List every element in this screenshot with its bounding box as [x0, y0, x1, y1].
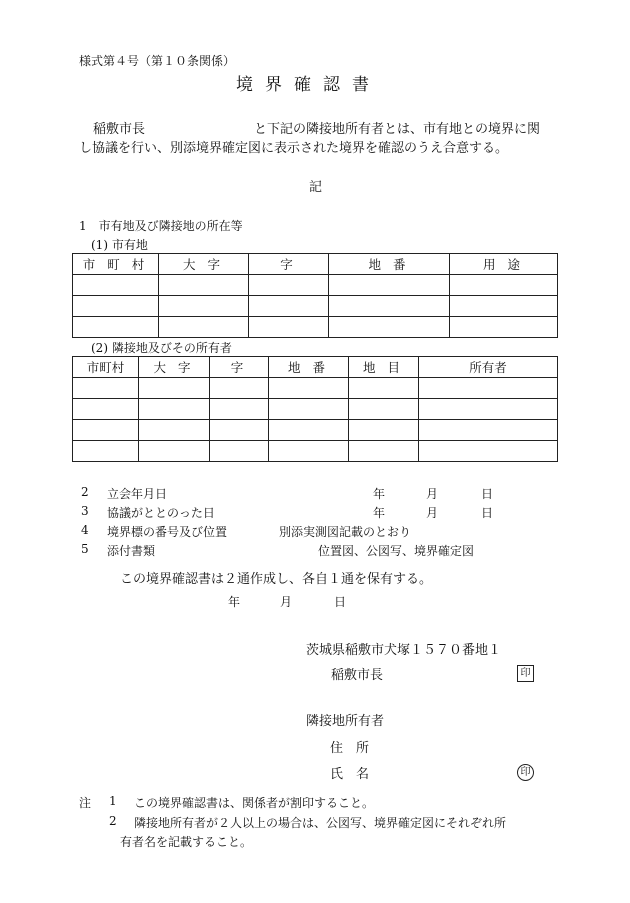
column-header: 所有者: [419, 357, 558, 378]
item3-month: 月: [426, 506, 439, 520]
date-day: 日: [334, 595, 347, 609]
table-cell[interactable]: [210, 378, 269, 399]
city-address: 茨城県稲敷市犬塚１５７０番地１: [306, 643, 502, 658]
item3-num: 3: [81, 504, 89, 518]
table-cell[interactable]: [450, 296, 558, 317]
table-cell[interactable]: [349, 378, 419, 399]
table-cell[interactable]: [73, 378, 139, 399]
table-cell[interactable]: [269, 378, 349, 399]
intro-line1-right: と下記の隣接地所有者とは、市有地との境界に関: [254, 122, 541, 137]
table-row: [73, 317, 558, 338]
table-cell[interactable]: [349, 399, 419, 420]
item5-value: 位置図、公図写、境界確定図: [318, 544, 475, 558]
column-header: 用 途: [450, 254, 558, 275]
column-header: 地 番: [329, 254, 450, 275]
table-header-row: [73, 254, 558, 275]
table-row: [73, 399, 558, 420]
table-cell[interactable]: [349, 441, 419, 462]
table-row: [73, 420, 558, 441]
section1-sub1-heading: (1) 市有地: [91, 238, 148, 252]
table-row: [73, 441, 558, 462]
neighbor-land-table: [72, 356, 558, 462]
item2-month: 月: [426, 487, 439, 501]
table-cell[interactable]: [73, 441, 139, 462]
table-cell[interactable]: [73, 275, 159, 296]
item2-num: 2: [81, 485, 89, 499]
table-cell[interactable]: [249, 296, 329, 317]
table-cell[interactable]: [159, 317, 249, 338]
date-month: 月: [280, 595, 293, 609]
table-cell[interactable]: [329, 317, 450, 338]
document-title: 境界確認書: [236, 75, 381, 95]
date-year: 年: [228, 595, 241, 609]
item2-day: 日: [481, 487, 494, 501]
table-cell[interactable]: [159, 296, 249, 317]
column-header: 市 町 村: [73, 254, 159, 275]
column-header: 字: [249, 254, 329, 275]
table-cell[interactable]: [419, 420, 558, 441]
table-cell[interactable]: [139, 399, 210, 420]
column-header: 市町村: [73, 357, 139, 378]
table-cell[interactable]: [249, 275, 329, 296]
table-cell[interactable]: [159, 275, 249, 296]
table-header-row: [73, 357, 558, 378]
table-cell[interactable]: [73, 399, 139, 420]
item4-num: 4: [81, 523, 89, 537]
item5-label: 添付書類: [107, 544, 156, 558]
table-cell[interactable]: [269, 399, 349, 420]
table-row: [73, 296, 558, 317]
table-cell[interactable]: [269, 420, 349, 441]
table-row: [73, 275, 558, 296]
table-cell[interactable]: [349, 420, 419, 441]
notes-label: 注: [79, 796, 92, 810]
form-number: 様式第４号（第１０条関係）: [79, 54, 236, 68]
city-land-table: [72, 253, 558, 338]
table-cell[interactable]: [139, 420, 210, 441]
note2-text-line2: 有者名を記載すること。: [120, 835, 253, 849]
note1-text: この境界確認書は、関係者が割印すること。: [134, 796, 375, 810]
column-header: 地 番: [269, 357, 349, 378]
item5-num: 5: [81, 542, 89, 556]
item2-year: 年: [373, 487, 386, 501]
table-cell[interactable]: [73, 317, 159, 338]
table-cell[interactable]: [269, 441, 349, 462]
section1-sub2-heading: (2) 隣接地及びその所有者: [91, 341, 232, 355]
table-cell[interactable]: [73, 420, 139, 441]
city-mayor: 稲敷市長: [331, 668, 384, 683]
closing-statement: この境界確認書は２通作成し、各自１通を保有する。: [120, 572, 433, 587]
item3-day: 日: [481, 506, 494, 520]
table-cell[interactable]: [450, 317, 558, 338]
round-seal-icon: 印: [517, 764, 534, 781]
column-header: 地 目: [349, 357, 419, 378]
table-cell[interactable]: [139, 378, 210, 399]
intro-line1-left: 稲敷市長: [93, 122, 146, 137]
item4-label: 境界標の番号及び位置: [107, 525, 228, 539]
item3-label: 協議がととのった日: [107, 506, 215, 520]
note1-num: 1: [109, 794, 117, 808]
table-cell[interactable]: [419, 441, 558, 462]
table-cell[interactable]: [329, 296, 450, 317]
neighbor-heading: 隣接地所有者: [306, 714, 385, 729]
item4-value: 別添実測図記載のとおり: [279, 525, 412, 539]
ki-heading: 記: [309, 180, 323, 195]
item2-label: 立会年月日: [107, 487, 168, 501]
table-cell[interactable]: [450, 275, 558, 296]
column-header: 字: [210, 357, 269, 378]
table-cell[interactable]: [210, 399, 269, 420]
section1-heading: 1 市有地及び隣接地の所在等: [79, 219, 243, 233]
neighbor-name-label: 氏 名: [330, 767, 370, 782]
square-seal-icon: 印: [517, 665, 534, 682]
item3-year: 年: [373, 506, 386, 520]
note2-num: 2: [109, 814, 117, 828]
neighbor-address-label: 住 所: [330, 741, 370, 756]
column-header: 大 字: [159, 254, 249, 275]
intro-line2: し協議を行い、別添境界確定図に表示された境界を確認のうえ合意する。: [79, 141, 509, 156]
table-cell[interactable]: [210, 441, 269, 462]
table-cell[interactable]: [249, 317, 329, 338]
table-row: [73, 378, 558, 399]
note2-text-line1: 隣接地所有者が２人以上の場合は、公図写、境界確定図にそれぞれ所: [134, 816, 507, 830]
table-cell[interactable]: [419, 378, 558, 399]
column-header: 大 字: [139, 357, 210, 378]
table-cell[interactable]: [329, 275, 450, 296]
table-cell[interactable]: [419, 399, 558, 420]
table-cell[interactable]: [139, 441, 210, 462]
table-cell[interactable]: [73, 296, 159, 317]
table-cell[interactable]: [210, 420, 269, 441]
